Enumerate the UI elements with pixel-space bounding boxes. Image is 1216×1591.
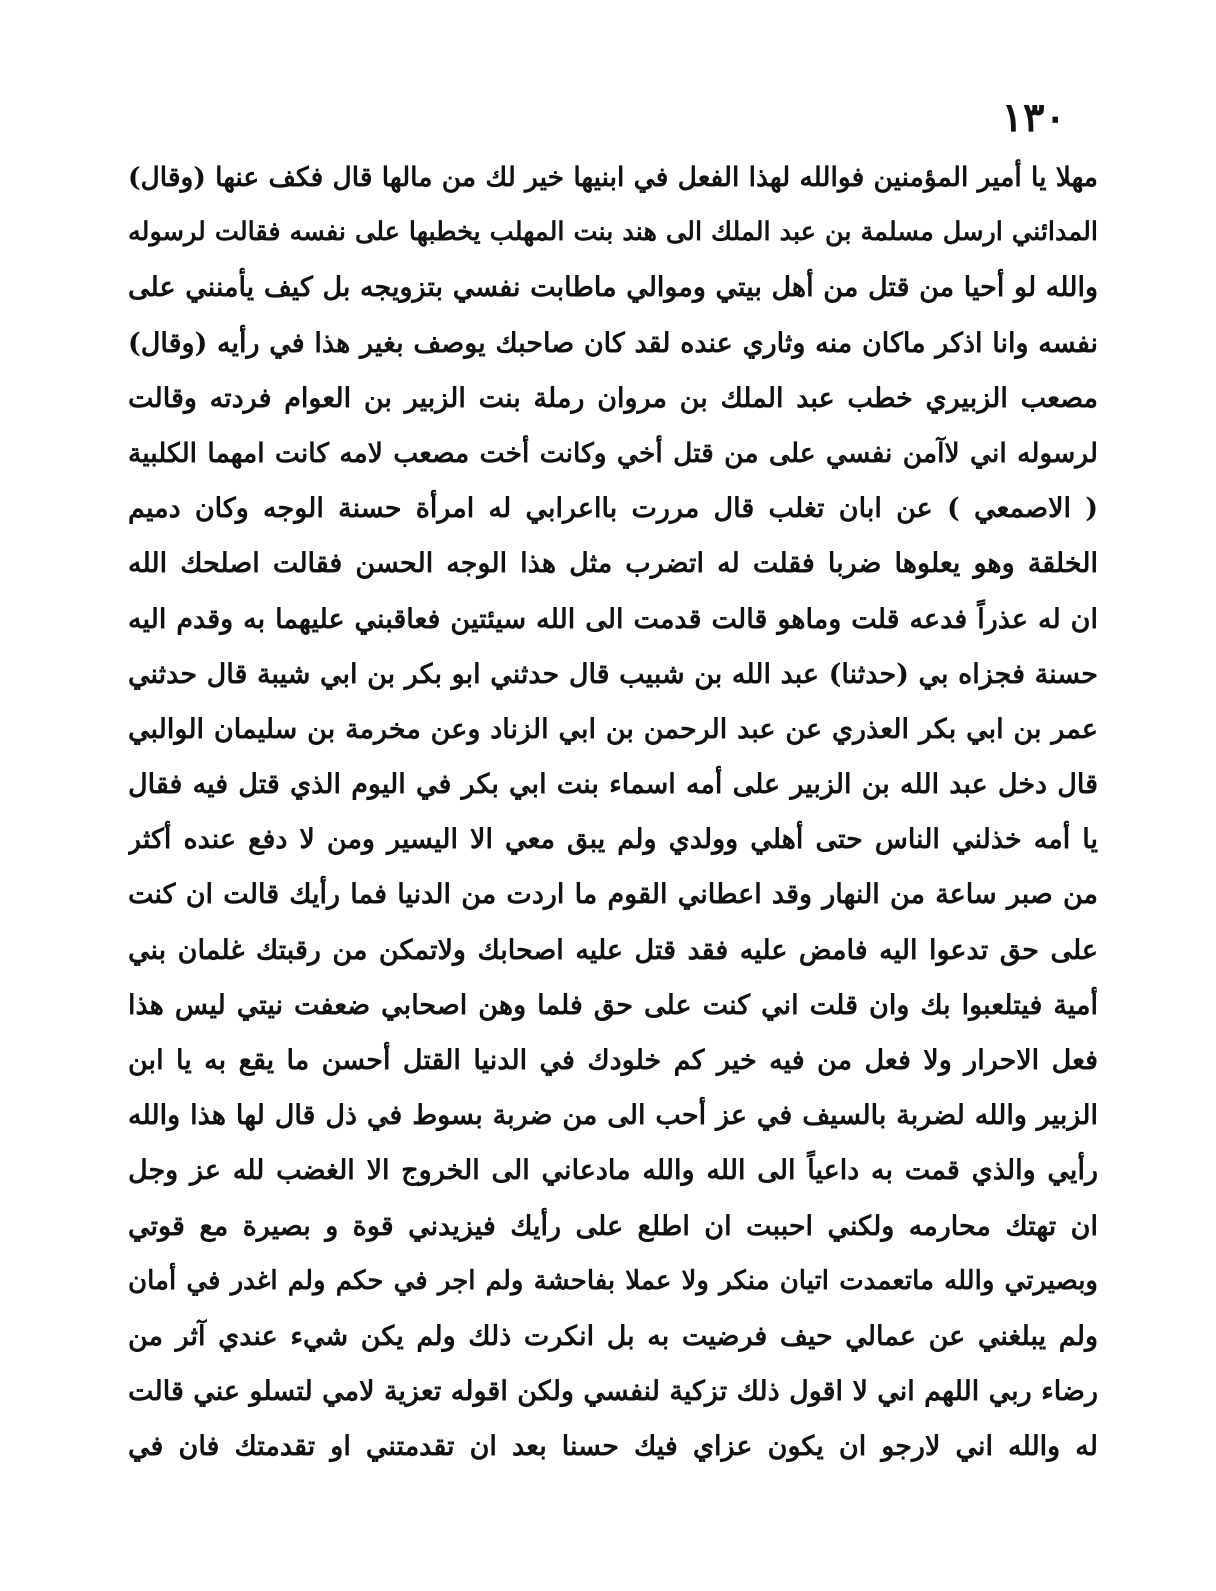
text-line-8: الخلقة وهو يعلوها ضربا فقلت له اتضرب مثل هذا الوجه الحسن فقالت اصلحك الله <box>128 548 1098 580</box>
text-line-9: ان له عذراً فدعه قلت وماهو قالت قدمت الى الله سيئتين فعاقبني عليهما به وقدم اليه <box>128 603 1098 635</box>
text-line-13: يا أمه خذلني الناس حتى أهلي وولدي ولم يبق معي الا اليسير ومن لا دفع عنده أكثر <box>128 824 1098 856</box>
text-line-18: الزبير والله لضربة بالسيف في عز أحب الى من ضربة بسوط في ذل قال لها هذا والله <box>128 1100 1098 1132</box>
text-line-12: قال دخل عبد الله بن الزبير على أمه اسماء بنت ابي بكر في اليوم الذي قتل فيه فقال <box>128 769 1098 801</box>
page-number: ١٣٠ <box>1001 94 1066 141</box>
text-line-16: أمية فيتلعبوا بك وان قلت اني كنت على حق فلما وهن اصحابي ضعفت نيتي ليس هذا <box>128 989 1098 1021</box>
text-line-11: عمر بن ابي بكر العذري عن عبد الرحمن بن ابي الزناد وعن مخرمة بن سليمان الوالبي <box>128 713 1098 745</box>
text-line-14: من صبر ساعة من النهار وقد اعطاني القوم ما اردت من الدنيا فما رأيك قالت ان كنت <box>128 879 1098 911</box>
text-line-6: لرسوله اني لاآمن نفسي على من قتل أخي وكانت أخت مصعب لامه كانت امهما الكلبية <box>128 437 1098 469</box>
text-line-2: المدائني ارسل مسلمة بن عبد الملك الى هند بنت المهلب يخطبها على نفسه فقالت لرسوله <box>128 217 1098 248</box>
text-line-10: حسنة فجزاه بي (حدثنا) عبد الله بن شبيب قال حدثني ابو بكر بن ابي شيبة قال حدثني <box>128 658 1098 690</box>
text-line-17: فعل الاحرار ولا فعل من فيه خير كم خلودك في الدنيا القتل أحسن ما يقع به يا ابن <box>128 1045 1098 1076</box>
text-line-23: رضاء ربي اللهم اني لا اقول ذلك تزكية لنفسي ولكن اقوله تعزية لامي لتسلو عني قالت <box>128 1376 1098 1408</box>
text-line-19: رأيي والذي قمت به داعياً الى الله والله مادعاني الى الخروج الا الغضب لله عز وجل <box>128 1155 1098 1187</box>
text-line-21: وبصيرتي والله ماتعمدت اتيان منكر ولا عملا بفاحشة ولم اجر في حكم ولم اغدر في أمان <box>128 1265 1098 1296</box>
text-line-22: ولم يبلغني عن عمالي حيف فرضيت به بل انكرت ذلك ولم يكن شيء عندي آثر من <box>128 1320 1098 1352</box>
body-text <box>128 150 1098 1475</box>
text-line-7: ( الاصمعي ) عن ابان تغلب قال مررت بااعرابي له امرأة حسنة الوجه وكان دميم <box>128 493 1098 525</box>
text-line-24: له والله اني لارجو ان يكون عزاي فيك حسنا بعد ان تقدمتني او تقدمتك فان في <box>128 1431 1098 1463</box>
text-line-1: مهلا يا أمير المؤمنين فوالله لهذا الفعل في ابنيها خير لك من مالها قال فكف عنها (وقال) <box>128 162 1098 193</box>
text-line-5: مصعب الزبيري خطب عبد الملك بن مروان رملة بنت الزبير بن العوام فردته وقالت <box>128 382 1098 414</box>
text-line-4: نفسه وانا اذكر ماكان منه وثاري عنده لقد كان صاحبك يوصف بغير هذا في رأيه (وقال) <box>128 327 1098 359</box>
text-line-15: على حق تدعوا اليه فامض عليه فقد قتل عليه اصحابك ولاتمكن من رقبتك غلمان بني <box>128 934 1098 966</box>
text-line-3: والله لو أحيا من قتل من أهل بيتي وموالي ماطابت نفسي بتزويجه بل كيف يأمنني على <box>128 272 1098 304</box>
text-line-20: ان تهتك محارمه ولكني احببت ان اطلع على رأيك فيزيدني قوة و بصيرة مع قوتي <box>128 1210 1098 1242</box>
